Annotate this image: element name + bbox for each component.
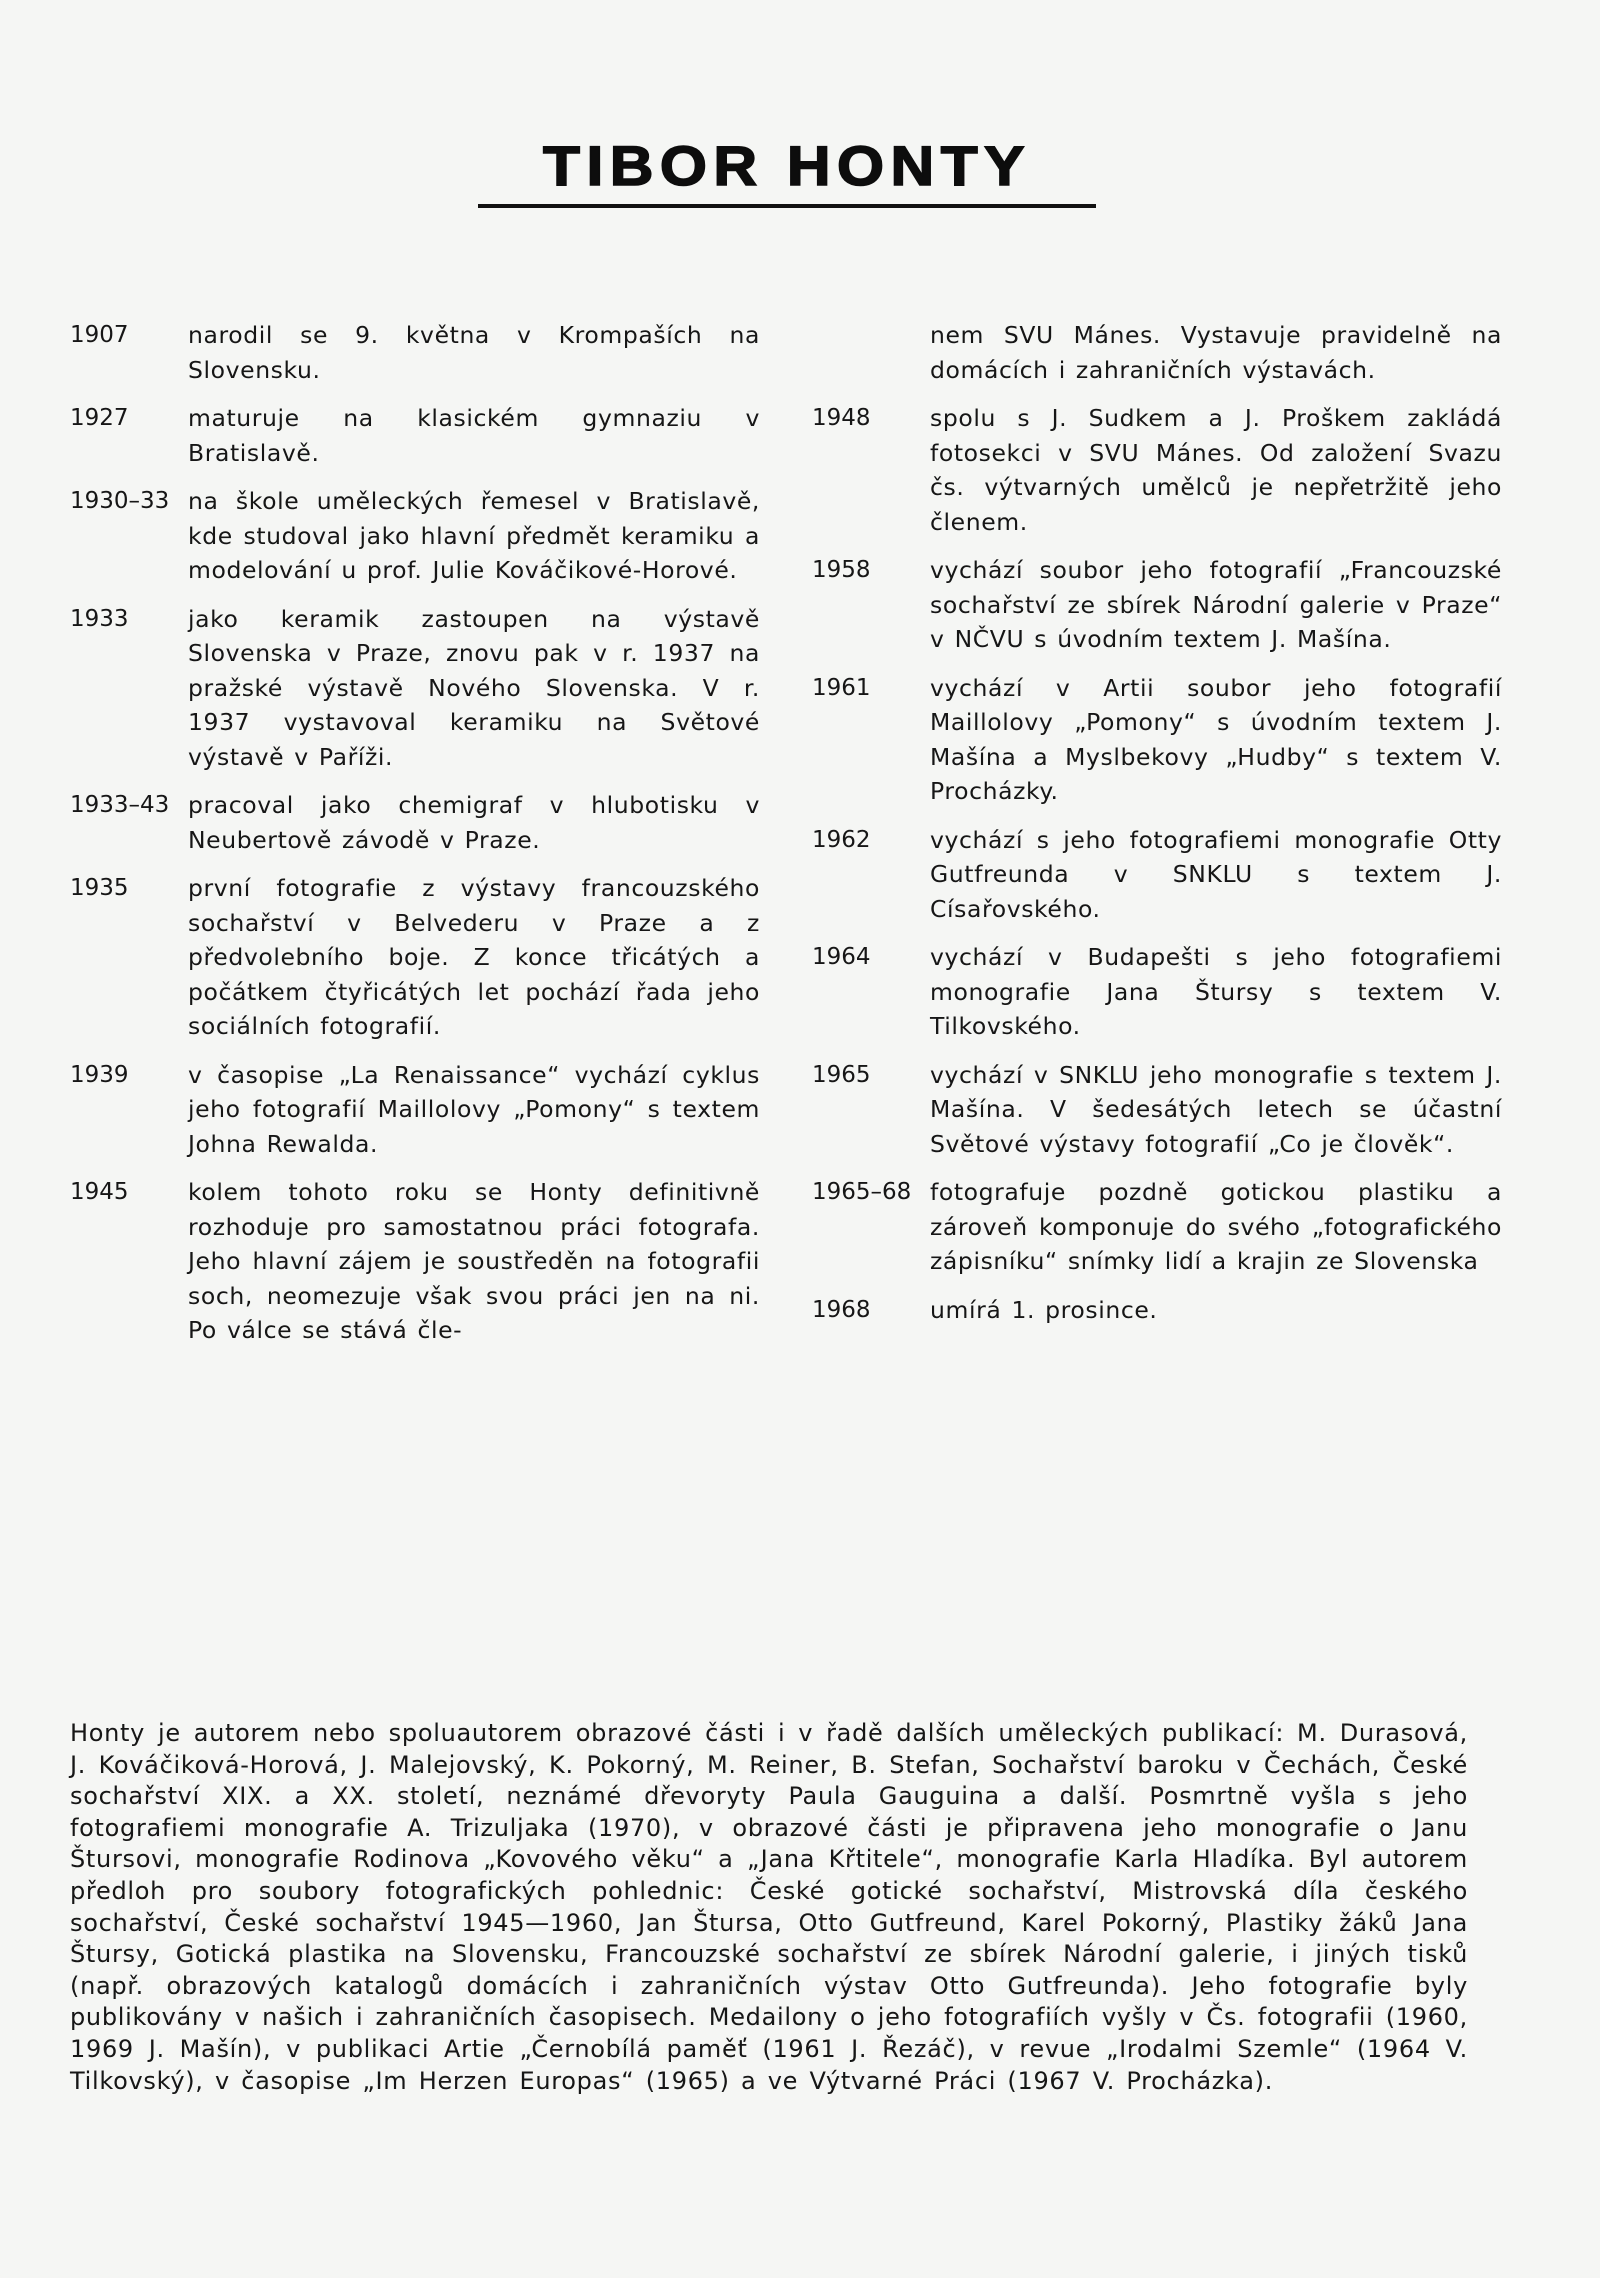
- timeline-entry: [70, 484, 760, 588]
- entry-text: v časopise „La Renaissance“ vychází cyklus jeho fotografií Maillolovy „Pomony“ s textem Johna Rewalda.: [188, 1060, 760, 1158]
- timeline-entry: [812, 553, 1502, 657]
- timeline-entry: [812, 940, 1502, 1044]
- entry-year: 1930–33: [70, 488, 170, 514]
- entry-year: 1933–43: [70, 792, 170, 818]
- entry-year: 1935: [70, 875, 129, 901]
- entry-year: 1961: [812, 674, 871, 701]
- timeline-entry: [812, 1175, 1502, 1279]
- entry-text: nem SVU Mánes. Vystavuje pravidelně na domácích i zahraničních výstavách.: [930, 321, 1502, 384]
- entry-text: vychází soubor jeho fotografií „Francouzské sochařství ze sbírek Národní galerie v Praze“ v NČVU s úvodním textem J. Mašína.: [930, 556, 1502, 653]
- entry-year: 1939: [70, 1061, 129, 1088]
- timeline-entry: [70, 1058, 760, 1162]
- entry-text: první fotografie z výstavy francouzského sochařství v Belvederu v Praze a z předvolebního boje. Z konce třicátých a počátkem čtyřicátých let pochází řada jeho sociálních fotografií.: [188, 874, 760, 1040]
- entry-text: kolem tohoto roku se Honty definitivně rozhoduje pro samostatnou práci fotografa. Jeho hlavní zájem je soustředěn na fotografii soch, neomezuje však svou práci jen na ni. Po válce se stává čle-: [188, 1178, 760, 1344]
- title-underline: [478, 204, 1096, 208]
- entry-text: pracoval jako chemigraf v hlubotisku v Neubertově závodě v Praze.: [188, 791, 760, 854]
- entry-year: 1965: [812, 1061, 871, 1088]
- timeline-entry: [70, 788, 760, 857]
- timeline-entry: [70, 602, 760, 775]
- timeline-entry: [812, 1058, 1502, 1162]
- timeline-entry: [70, 871, 760, 1044]
- timeline-entry: [812, 401, 1502, 539]
- entry-year: 1907: [70, 322, 129, 348]
- title-block: [478, 128, 1096, 197]
- closing-paragraph: Honty je autorem nebo spoluautorem obrazové části i v řadě dalších uměleckých publikací: M. Durasová, J. Kováčiková-Horová, J. Malejovský, K. Pokorný, M. Reiner, B. Stefan, Sochařství baroku v Čechách, České sochařství XIX. a XX. století, neznámé dřevoryty Paula Gauguina a další. Posmrtně vyšla s jeho fotografiemi monografie A. Trizuljaka (1970), v obrazové části je připravena jeho monografie o Janu Štursovi, monografie Rodinova „Kovového věku“ a „Jana Křtitele“, monografie Karla Hladíka. Byl autorem předloh pro soubory fotografických pohlednic: České gotické sochařství, Mistrovská díla českého sochařství, České sochařství 1945—1960, Jan Štursa, Otto Gutfreund, Karel Pokorný, Plastiky žáků Jana Štursy, Gotická plastika na Slovensku, Francouzské sochařství ze sbírek Národní galerie, i jiných tisků (např. obrazových katalogů domácích i zahraničních výstav Otto Gutfreunda). Jeho fotografie byly publikovány v našich i zahraničních časopisech. Medailony o jeho fotografiích vyšly v Čs. fotografii (1960, 1969 J. Mašín), v publikaci Artie „Černobílá paměť (1961 J. Řezáč), v revue „Irodalmi Szemle“ (1964 V. Tilkovský), v časopise „Im Herzen Europas“ (1965) a ve Výtvarné Práci (1967 V. Procházka).: [70, 1719, 1468, 2095]
- page-title: TIBOR HONTY: [543, 134, 1031, 197]
- timeline-entry: [812, 671, 1502, 809]
- entry-text: spolu s J. Sudkem a J. Proškem zakládá fotosekci v SVU Mánes. Od založení Svazu čs. výtvarných umělců je nepřetržitě jeho členem.: [930, 404, 1502, 536]
- timeline-entry-continuation: [812, 318, 1502, 387]
- entry-year: 1958: [812, 557, 871, 583]
- entry-year: 1964: [812, 944, 871, 970]
- entry-year: 1927: [70, 405, 129, 431]
- timeline-entry: [70, 1175, 760, 1348]
- entry-text: na škole uměleckých řemesel v Bratislavě, kde studoval jako hlavní předmět keramiku a modelování u prof. Julie Kováčikové-Horové.: [188, 487, 760, 584]
- entry-year: 1962: [812, 826, 871, 853]
- timeline-right-column: [812, 318, 1502, 1341]
- entry-text: narodil se 9. května v Krompaších na Slovensku.: [188, 321, 760, 384]
- timeline-left-column: [70, 318, 760, 1362]
- entry-text: jako keramik zastoupen na výstavě Slovenska v Praze, znovu pak v r. 1937 na pražské výstavě Nového Slovenska. V r. 1937 vystavoval keramiku na Světové výstavě v Paříži.: [188, 604, 760, 771]
- entry-year: 1945: [70, 1179, 129, 1205]
- timeline-entry: [70, 318, 760, 387]
- entry-text: vychází v Artii soubor jeho fotografií Maillolovy „Pomony“ s úvodním textem J. Mašína a Myslbekovy „Hudby“ s textem V. Procházky.: [930, 673, 1502, 805]
- entry-text: vychází v Budapešti s jeho fotografiemi monografie Jana Štursy s textem V. Tilkovského.: [930, 943, 1502, 1040]
- entry-year: 1933: [70, 605, 129, 632]
- entry-year: 1965–68: [812, 1179, 912, 1205]
- entry-text: umírá 1. prosince.: [930, 1295, 1158, 1324]
- entry-text: vychází s jeho fotografiemi monografie Otty Gutfreunda v SNKLU s textem J. Císařovského.: [930, 825, 1502, 923]
- entry-year: 1968: [812, 1296, 871, 1323]
- timeline-entry: [70, 401, 760, 470]
- timeline-entry: [812, 1293, 1502, 1328]
- entry-year: 1948: [812, 405, 871, 431]
- timeline-entry: [812, 823, 1502, 927]
- entry-text: maturuje na klasickém gymnaziu v Bratislavě.: [188, 404, 760, 467]
- entry-text: fotografuje pozdně gotickou plastiku a zároveň komponuje do svého „fotografického zápisníku“ snímky lidí a krajin ze Slovenska: [930, 1178, 1502, 1275]
- entry-text: vychází v SNKLU jeho monografie s textem J. Mašína. V šedesátých letech se účastní Světové výstavy fotografií „Co je člověk“.: [930, 1060, 1502, 1158]
